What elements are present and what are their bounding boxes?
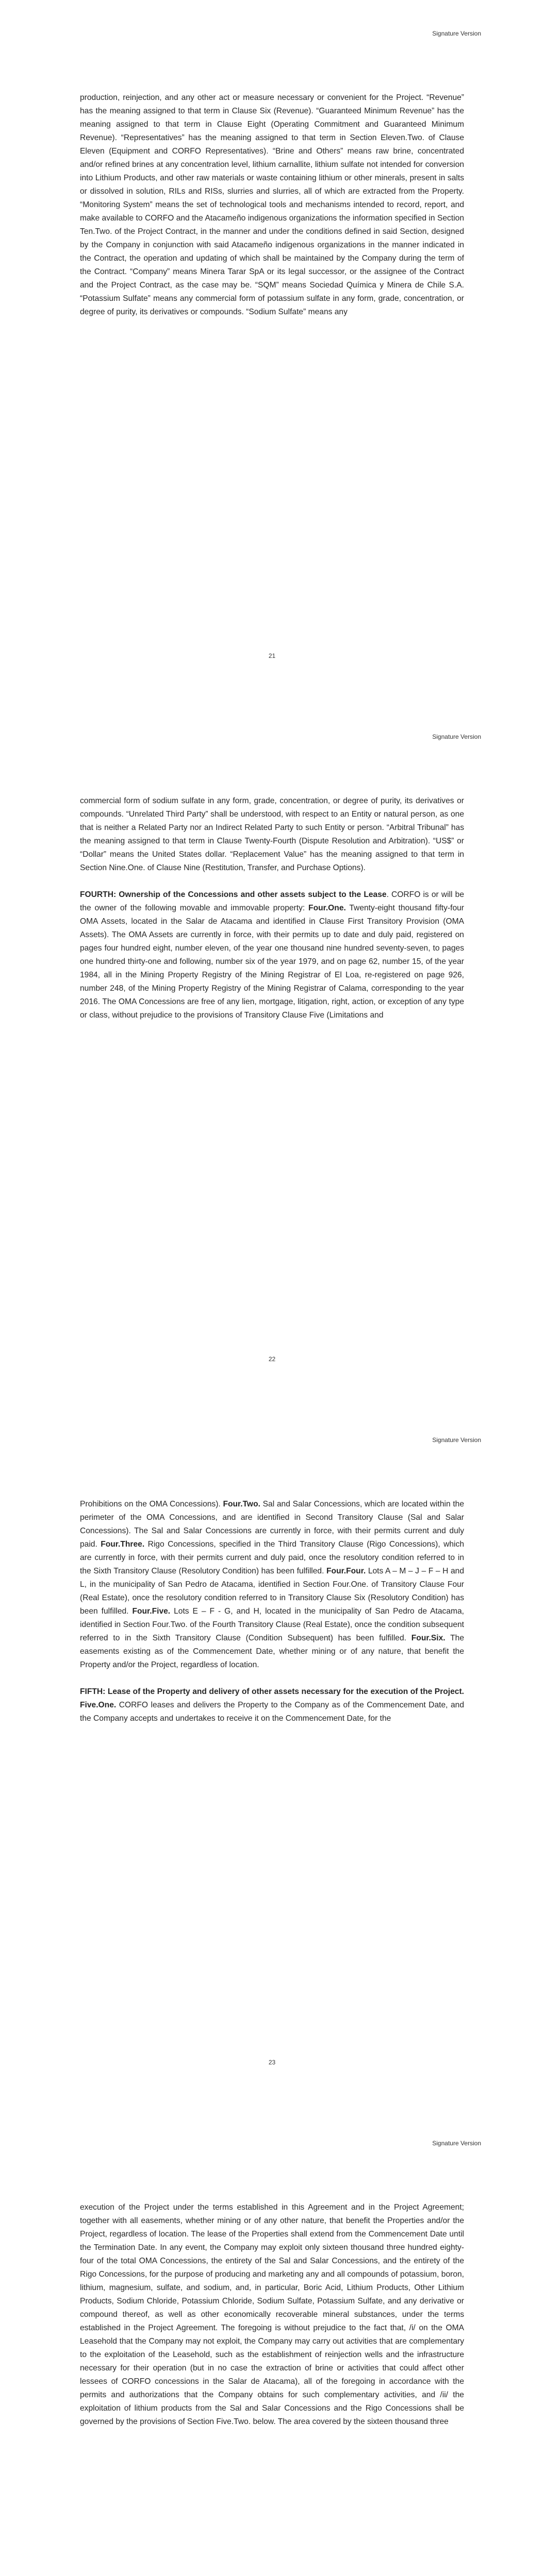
text-run: Sal and Salar Concessions, which are located within the perimeter of the OMA Concessions, and are identified in Second Transitory Clause (Sal and Salar Concessions). The Sal and Salar Concessions are currently in force, with their permits current and duly paid. xyxy=(80,1500,465,1549)
text-run: commercial form of sodium sulfate in any form, grade, concentration, or degree of purity, its derivatives or compounds. “Unrelated Third Party” shall be understood, with respect to an Entity or natural person, as one that is neither a Related Party nor an Indirect Related Party to such Entity or person. “Arbitral Tribunal” has the meaning assigned to that term in Clause Twenty-Fourth (Dispute Resolution and Arbitration). “US$” or “Dollar” means the United States dollar. “Replacement Value” has the meaning assigned to that term in Section Nine.One. of Clause Nine (Restitution, Transfer, and Purchase Options). xyxy=(80,796,464,872)
page-24 xyxy=(0,2110,544,2576)
section-number: Four.Four. xyxy=(326,1567,366,1575)
text-run: The easements existing as of the Commencement Date, whether mining or of any nature, that benefit the Property and/or the Project, regardless of location. xyxy=(80,1634,465,1669)
page-body xyxy=(80,91,464,319)
section-number: Four.Two. xyxy=(223,1500,260,1509)
text-run: Twenty-eight thousand fifty-four OMA Assets, located in the Salar de Atacama and identified in Clause First Transitory Provision (OMA Assets). The OMA Assets are currently in force, with their permits up to date and duly paid, registered on pages four hundred eight, number eleven, of the year one thousand nine hundred seventy-seven, to pages one hundred thirty-one and following, number six of the year 1979, and on page 62, number 15, of the year 1984, all in the Mining Property Registry of the Mining Registrar of El Loa, re-registered on page 926, number 248, of the Mining Property Registry of the Mining Registrar of Calama, corresponding to the year 2016. The OMA Concessions are free of any lien, mortgage, litigation, right, action, or exception of any type or class, without prejudice to the provisions of Transitory Clause Five (Limitations and xyxy=(80,904,464,1020)
text-run: . CORFO is or will be the owner of the following movable and immovable property: xyxy=(80,890,464,912)
section-number: Four.Five. xyxy=(132,1607,171,1616)
page-22 xyxy=(0,703,544,1406)
page-body xyxy=(80,794,464,1022)
page-body xyxy=(80,1498,464,1725)
text-run: Prohibitions on the OMA Concessions). xyxy=(80,1500,223,1509)
text-run: production, reinjection, and any other act or measure necessary or convenient for the Project. “Revenue” has the meaning assigned to that term in Clause Six (Revenue). “Guaranteed Minimum Revenue” has the meaning assigned to that term in Clause Eight (Operating Commitment and Guaranteed Minimum Revenue). “Representatives” has the meaning assigned to that term in Section Eleven.Two. of Clause Eleven (Equipment and CORFO Representatives). “Brine and Others” means raw brine, concentrated and/or refined brines at any concentration level, lithium carnallite, lithium sulfate not intended for conversion into Lithium Products, and other raw materials or waste containing lithium or other minerals, present in salts or dissolved in solution, RILs and RISs, slurries and slurries, all of which are extracted from the Property. “Monitoring System” means the set of technological tools and mechanisms intended to record, report, and make available to CORFO and the Atacameño indigenous organizations the information specified in Section Ten.Two. of the Project Contract, in the manner and under the conditions defined in said Section, designed by the Company in conjunction with said Atacameño indigenous organizations in the manner indicated in the Contract, the operation and updating of which shall be maintained by the Company during the term of the Contract. “Company” means Minera Tarar SpA or its legal successor, or the assignee of the Contract and the Project Contract, as the case may be. “SQM” means Sociedad Química y Minera de Chile S.A. “Potassium Sulfate” means any commercial form of potassium sulfate in any form, grade, concentration, or degree of purity, its derivatives or compounds. “Sodium Sulfate” means any xyxy=(80,93,464,316)
paragraph xyxy=(80,1498,464,1672)
paragraph xyxy=(80,91,464,319)
paragraph xyxy=(80,888,464,1022)
text-run: execution of the Project under the terms established in this Agreement and in the Project Agreement; together with all easements, whether mining or of any other nature, that benefit the Properties and/or the Project, regardless of location. The lease of the Properties shall extend from the Commencement Date until the Termination Date. In any event, the Company may exploit only sixteen thousand three hundred eighty-four of the total OMA Concessions, the entirety of the Sal and Salar Concessions, and the entirety of the Rigo Concessions, for the purpose of producing and marketing any and all compounds of potassium, boron, lithium, magnesium, sulfate, and sodium, and, in particular, Boric Acid, Lithium Products, Other Lithium Products, Sodium Chloride, Potassium Chloride, Sodium Sulfate, Potassium Sulfate, and any derivative or compound thereof, as well as other economically recoverable mineral substances, under the terms established in the Project Agreement. The foregoing is without prejudice to the fact that, /i/ on the OMA Leasehold that the Company may not exploit, the Company may carry out activities that are complementary to the exploitation of the Leasehold, such as the establishment of reinjection wells and the infrastructure necessary for their operation (but in no case the extraction of brine or activities that could affect other lessees of CORFO concessions in the Salar de Atacama), all of the foregoing in accordance with the permits and authorizations that the Company obtains for such complementary activities, and /ii/ the exploitation of lithium products from the Sal and Salar Concessions and the Rigo Concessions shall be governed by the provisions of Section Five.Two. below. The area covered by the sixteen thousand three xyxy=(80,2203,464,2426)
page-header: Signature Version xyxy=(432,30,481,37)
section-number: Four.One. xyxy=(308,904,346,912)
page-number: 22 xyxy=(268,1355,276,1363)
page-21 xyxy=(0,0,544,703)
text-run: Lots A – M – J – F – H and L, in the municipality of San Pedro de Atacama, identified in Section Four.One. of Transitory Clause Four (Real Estate), once the resolutory condition referred to in Transitory Clause Six (Resolutory Condition) has been fulfilled. xyxy=(80,1567,464,1616)
section-heading: FOURTH: Ownership of the Concessions and other assets subject to the Lease xyxy=(80,890,387,899)
paragraph xyxy=(80,2201,464,2429)
page-number: 23 xyxy=(268,2059,276,2066)
section-number: Four.Six. xyxy=(411,1634,446,1642)
page-body xyxy=(80,2201,464,2429)
text-run: Lots E – F - G, and H, located in the municipality of San Pedro de Atacama, identified in Section Four.Two. of the Fourth Transitory Clause (Real Estate), once the condition subsequent referred to in the Sixth Transitory Clause (Condition Subsequent) has been fulfilled. xyxy=(80,1607,464,1642)
paragraph xyxy=(80,794,464,875)
page-header: Signature Version xyxy=(432,733,481,740)
page-header: Signature Version xyxy=(432,1436,481,1444)
text-run: CORFO leases and delivers the Property to the Company as of the Commencement Date, and the Company accepts and undertakes to receive it on the Commencement Date, for the xyxy=(80,1701,464,1723)
paragraph xyxy=(80,1685,464,1725)
page-23 xyxy=(0,1406,544,2110)
page-number: 21 xyxy=(268,652,276,659)
section-heading: FIFTH: Lease of the Property and delivery of other assets necessary for the execution of the Project. Five.One. xyxy=(80,1687,464,1709)
text-run: Rigo Concessions, specified in the Third Transitory Clause (Rigo Concessions), which are currently in force, with their permits current and duly paid, once the resolutory condition referred to in the Sixth Transitory Clause (Resolutory Condition) has been fulfilled. xyxy=(80,1540,464,1575)
section-number: Four.Three. xyxy=(101,1540,145,1549)
page-header: Signature Version xyxy=(432,2140,481,2147)
